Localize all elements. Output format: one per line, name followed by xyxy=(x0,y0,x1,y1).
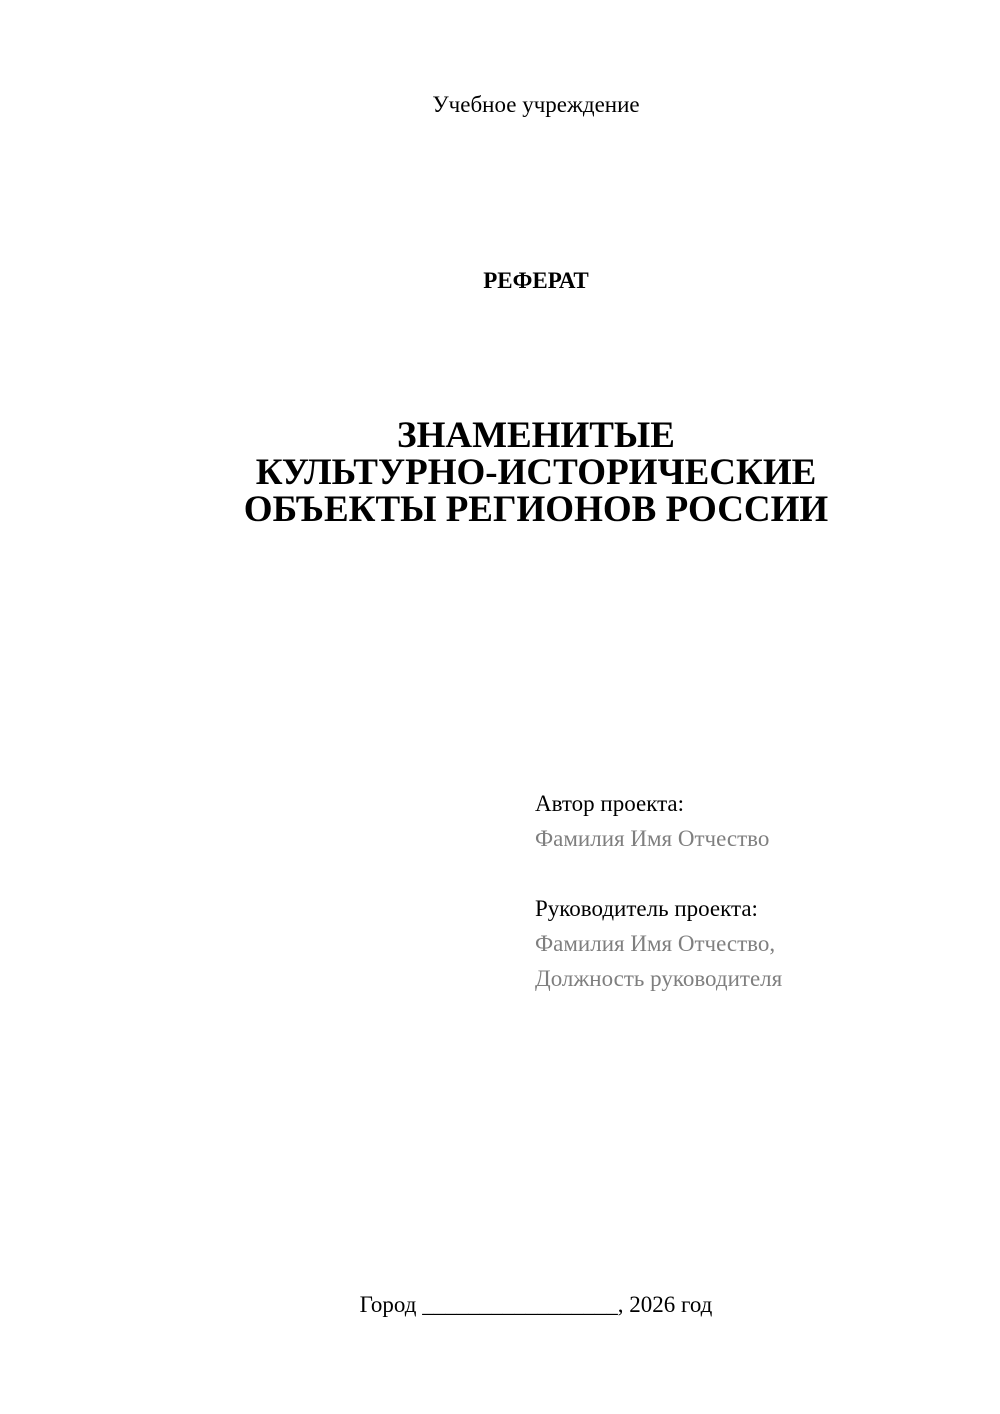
institution-name: Учебное учреждение xyxy=(432,92,640,117)
city-blank: _________________ xyxy=(422,1292,618,1317)
city-label: Город xyxy=(359,1292,417,1317)
city-year-line xyxy=(0,1290,1000,1320)
author-name: Фамилия Имя Отчество xyxy=(535,826,770,851)
year-label: , 2026 год xyxy=(617,1292,713,1317)
document-type: РЕФЕРАТ xyxy=(483,268,589,293)
author-label: Автор проекта: xyxy=(535,791,684,816)
supervisor-position: Должность руководителя xyxy=(535,966,783,991)
supervisor-name: Фамилия Имя Отчество, xyxy=(535,931,776,956)
title-line: ЗНАМЕНИТЫЕ xyxy=(397,415,675,456)
block-spacer xyxy=(535,856,782,891)
title-line: ОБЪЕКТЫ РЕГИОНОВ РОССИИ xyxy=(243,489,829,530)
author-info-block xyxy=(535,786,782,996)
supervisor-label: Руководитель проекта: xyxy=(535,896,758,921)
title-line: КУЛЬТУРНО-ИСТОРИЧЕСКИЕ xyxy=(255,452,817,493)
document-title xyxy=(0,417,1000,528)
